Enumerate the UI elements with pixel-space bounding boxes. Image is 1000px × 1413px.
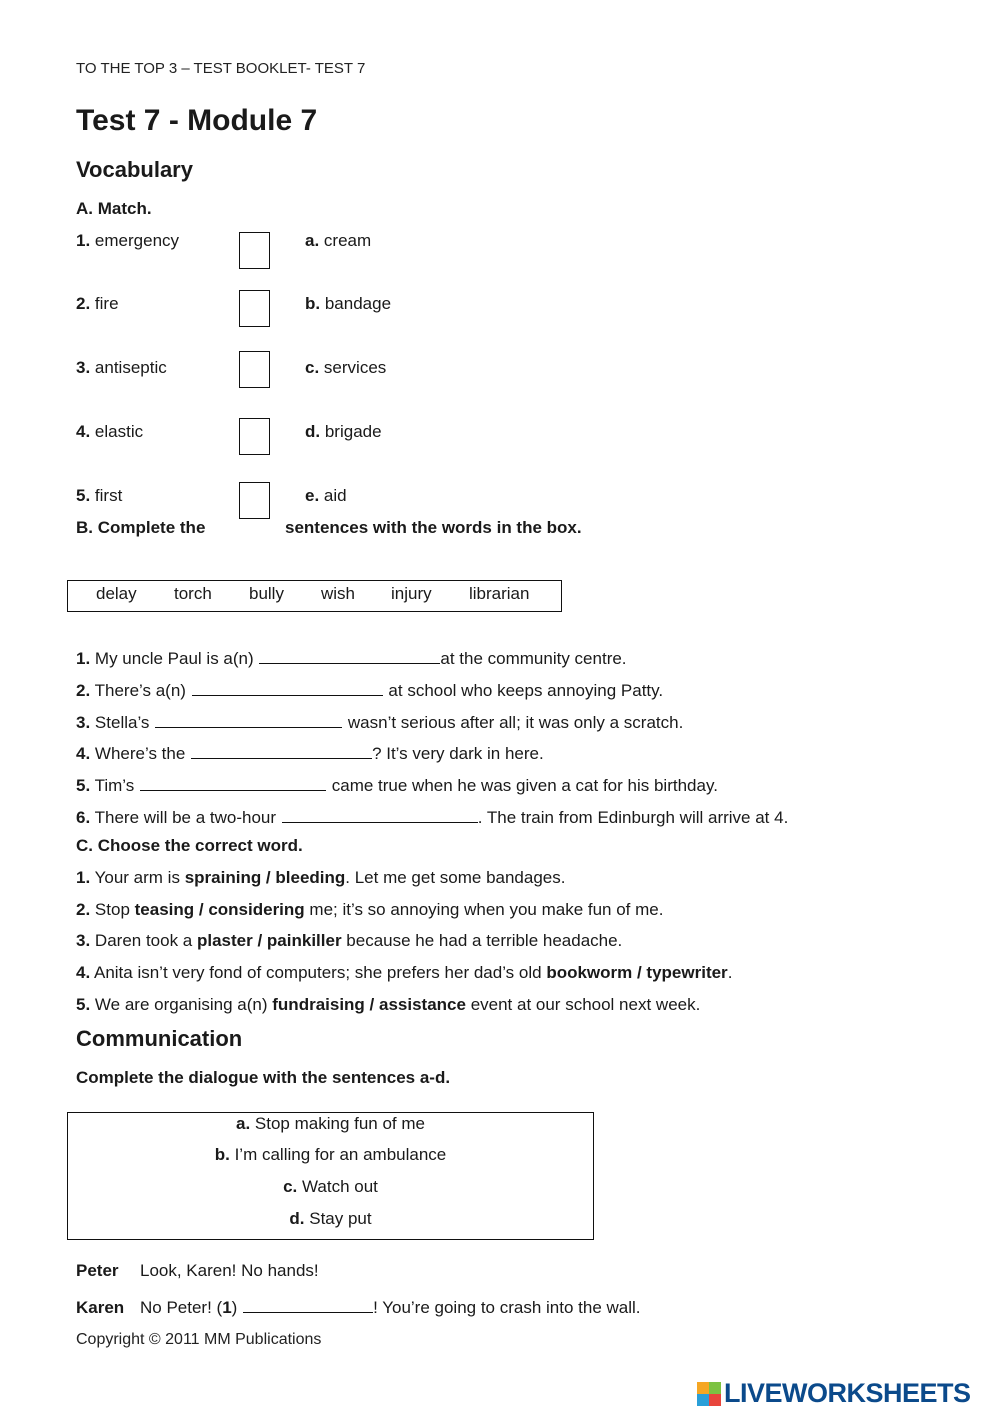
item-number: 5.: [76, 486, 91, 505]
answer-blank[interactable]: [191, 740, 372, 759]
match-left-word: first: [94, 486, 123, 505]
logo-grid-icon: [697, 1382, 721, 1406]
match-left-word: elastic: [94, 422, 144, 441]
word-choice[interactable]: fundraising / assistance: [272, 995, 466, 1014]
choice-sentence: 4. Anita isn’t very fond of computers; she prefers her dad’s old bookworm / typewriter.: [76, 963, 733, 982]
item-number: 3.: [76, 713, 91, 732]
part-c-instruction: C. Choose the correct word.: [76, 836, 303, 855]
dialogue-option: a. Stop making fun of me: [235, 1114, 425, 1133]
speaker-name: Peter: [76, 1261, 119, 1280]
item-number: 2.: [76, 900, 91, 919]
choice-sentence: 1. Your arm is spraining / bleeding. Let me get some bandages.: [76, 868, 566, 887]
item-letter: e.: [305, 486, 320, 505]
part-b-instruction-cont: sentences with the words in the box.: [285, 518, 582, 537]
item-number: 6.: [76, 808, 91, 827]
word-option: bully: [249, 584, 284, 603]
dialogue-option: d. Stay put: [289, 1209, 372, 1228]
dialogue-line: Karen No Peter! (1) ! You’re going to crash into the wall.: [76, 1294, 641, 1318]
word-option: wish: [321, 584, 356, 603]
booklet-header: TO THE TOP 3 – TEST BOOKLET- TEST 7: [76, 60, 366, 77]
match-right-word: services: [323, 358, 387, 377]
answer-box[interactable]: [239, 232, 270, 269]
dialogue-option: b. I’m calling for an ambulance: [214, 1145, 447, 1164]
word-choice[interactable]: bookworm / typewriter: [546, 963, 728, 982]
logo-text: LIVEWORKSHEETS: [724, 1378, 971, 1408]
answer-blank[interactable]: [140, 772, 326, 791]
word-option: delay: [96, 584, 137, 603]
match-left-word: antiseptic: [94, 358, 167, 377]
answer-box[interactable]: [239, 482, 270, 519]
match-right-word: bandage: [324, 294, 392, 313]
word-option: injury: [391, 584, 432, 603]
dialogue-option: c. Watch out: [283, 1177, 378, 1196]
item-number: 5.: [76, 995, 91, 1014]
item-number: 3.: [76, 931, 91, 950]
answer-box[interactable]: [239, 351, 270, 388]
item-number: 1: [222, 1298, 232, 1317]
sentence-row: 6. There will be a two-hour . The train from Edinburgh will arrive at 4.: [76, 804, 788, 828]
word-choice[interactable]: plaster / painkiller: [197, 931, 342, 950]
word-box: [67, 580, 562, 612]
answer-box[interactable]: [239, 418, 270, 455]
test-title: Test 7 - Module 7: [76, 104, 318, 137]
item-number: 3.: [76, 358, 91, 377]
match-right-word: brigade: [324, 422, 382, 441]
item-letter: b.: [305, 294, 321, 313]
answer-blank[interactable]: [155, 709, 342, 728]
item-number: 4.: [76, 963, 91, 982]
match-right-word: aid: [323, 486, 347, 505]
copyright: Copyright © 2011 MM Publications: [76, 1331, 322, 1348]
answer-box[interactable]: [239, 290, 270, 327]
answer-blank[interactable]: [192, 677, 383, 696]
match-left-word: fire: [94, 294, 119, 313]
item-number: 2.: [76, 294, 91, 313]
communication-instruction: Complete the dialogue with the sentences a-d.: [76, 1068, 451, 1087]
item-number: 1.: [76, 231, 91, 250]
item-letter: a.: [305, 231, 320, 250]
answer-blank[interactable]: [243, 1294, 373, 1313]
sentence-row: 2. There’s a(n) at school who keeps annoying Patty.: [76, 677, 663, 701]
part-b-instruction: B. Complete the: [76, 518, 206, 537]
item-number: 5.: [76, 776, 91, 795]
item-number: 4.: [76, 744, 91, 763]
item-letter: d.: [305, 422, 321, 441]
word-option: librarian: [469, 584, 530, 603]
sentence-row: 3. Stella’s wasn’t serious after all; it was only a scratch.: [76, 709, 683, 733]
sentence-row: 1. My uncle Paul is a(n) at the community centre.: [76, 645, 627, 669]
match-left-word: emergency: [94, 231, 180, 250]
answer-blank[interactable]: [259, 645, 440, 664]
match-right-word: cream: [323, 231, 372, 250]
dialogue-options-box: [67, 1112, 594, 1240]
choice-sentence: 5. We are organising a(n) fundraising / assistance event at our school next week.: [76, 995, 701, 1014]
part-a-instruction: A. Match.: [76, 199, 152, 218]
word-option: torch: [174, 584, 212, 603]
item-number: 1.: [76, 649, 91, 668]
speaker-name: Karen: [76, 1298, 125, 1317]
word-choice[interactable]: teasing / considering: [134, 900, 305, 919]
word-choice[interactable]: spraining / bleeding: [184, 868, 346, 887]
item-number: 2.: [76, 681, 91, 700]
communication-heading: Communication: [76, 1026, 243, 1051]
item-number: 1.: [76, 868, 91, 887]
answer-blank[interactable]: [282, 804, 478, 823]
vocabulary-heading: Vocabulary: [76, 157, 193, 182]
sentence-row: 5. Tim’s came true when he was given a cat for his birthday.: [76, 772, 718, 796]
item-number: 4.: [76, 422, 91, 441]
item-letter: c.: [305, 358, 320, 377]
sentence-row: 4. Where’s the ? It’s very dark in here.: [76, 740, 544, 764]
liveworksheets-logo: [697, 1378, 971, 1409]
choice-sentence: 2. Stop teasing / considering me; it’s so annoying when you make fun of me.: [76, 900, 664, 919]
choice-sentence: 3. Daren took a plaster / painkiller because he had a terrible headache.: [76, 931, 623, 950]
dialogue-line: Peter Look, Karen! No hands!: [76, 1261, 319, 1280]
